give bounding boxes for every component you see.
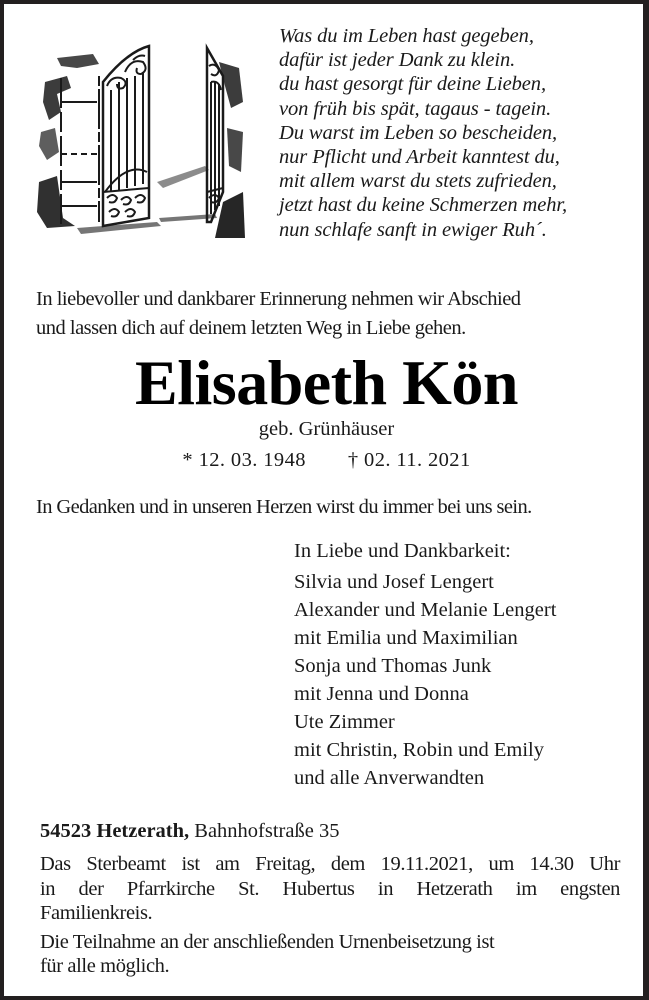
mourner-line: und alle Anverwandten [294,767,485,789]
address-city: 54523 Hetzerath, [40,820,190,842]
intro-line: In liebevoller und dankbarer Erinnerung nehmen wir Abschied [36,288,521,310]
poem-line: jetzt hast du keine Schmerzen mehr, [279,194,567,217]
maiden-name: geb. Grünhäuser [258,418,395,440]
life-dates [4,446,649,474]
open-garden-gate-icon [37,42,247,240]
address-street: Bahnhofstraße 35 [194,820,340,842]
mourner-line: Sonja und Thomas Junk [294,655,492,677]
service-line: für alle möglich. [40,955,170,977]
poem-line: nur Pflicht und Arbeit kanntest du, [279,146,560,169]
poem-line: mit allem warst du stets zufrieden, [279,170,557,193]
service-info [40,852,620,979]
mourner-line: mit Jenna und Donna [294,683,469,705]
deceased-name: Elisabeth Kön [135,347,518,418]
mourner-line: Silvia und Josef Lengert [294,571,494,593]
intro-text [36,285,646,343]
service-line: in der Pfarrkirche St. Hubertus in Hetzerath im engsten [40,877,620,900]
mourner-line: Ute Zimmer [294,711,395,733]
poem-line: du hast gesorgt für deine Lieben, [279,73,546,96]
poem [279,24,649,242]
service-line: Die Teilnahme an der anschließenden Urnenbeisetzung ist [40,930,495,953]
mourner-line: mit Emilia und Maximilian [294,627,518,649]
mourners-list [294,568,644,792]
birth-date: * 12. 03. 1948 [182,449,306,471]
service-line: Familienkreis. [40,902,153,924]
poem-line: Was du im Leben hast gegeben, [279,25,534,47]
poem-line: nun schlafe sanft in ewiger Ruh´. [279,218,547,241]
poem-line: Du warst im Leben so bescheiden, [279,121,558,144]
mourner-line: Alexander und Melanie Lengert [294,599,557,621]
intro-line: und lassen dich auf deinem letzten Weg in Liebe gehen. [36,317,466,339]
poem-line: dafür ist jeder Dank zu klein. [279,49,516,72]
address [40,817,640,845]
closing-line: In Gedanken und in unseren Herzen wirst du immer bei uns sein. [36,496,532,518]
death-date: † 02. 11. 2021 [347,449,471,471]
mourner-line: mit Christin, Robin und Emily [294,739,545,761]
mourners-heading: In Liebe und Dankbarkeit: [294,540,511,562]
poem-line: von früh bis spät, tagaus - tagein. [279,97,552,120]
service-line: Das Sterbeamt ist am Freitag, dem 19.11.2021, um 14.30 Uhr [40,853,620,875]
